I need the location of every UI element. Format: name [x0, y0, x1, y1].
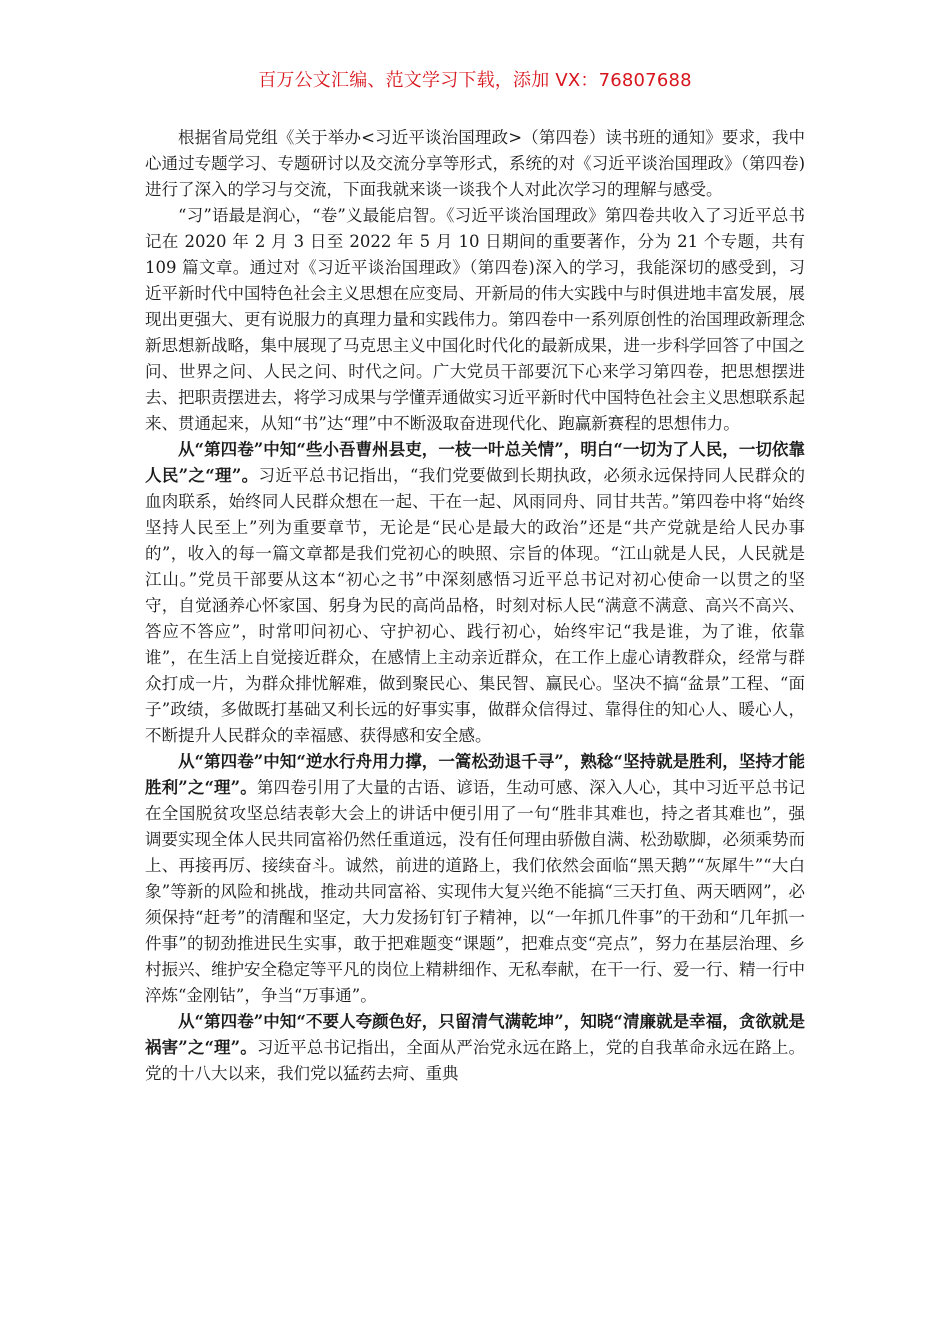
paragraph-persistence — [145, 749, 805, 1009]
paragraph-people-first — [145, 437, 805, 749]
paragraph-text: 根据省局党组《关于举办<习近平谈治国理政>（第四卷）读书班的通知》要求，我中心通过专题学习、专题研讨以及交流分享等形式，系统的对《习近平谈治国理政》（第四卷)进行了深入的学习与交流，下面我就来谈一谈我个人对此次学习的理解与感受。 — [145, 128, 805, 199]
paragraph-overview — [145, 203, 805, 437]
paragraph-lead: 从“第四卷”中知“些小吾曹州县吏，一枝一叶总关情”，明白“一切为了人民，一切依靠人民”之“理”。 — [145, 440, 805, 485]
watermark-banner: 百万公文汇编、范文学习下载，添加 VX：76807688 — [258, 70, 692, 91]
paragraph-lead: 从“第四卷”中知“不要人夸颜色好，只留清气满乾坤”，知晓“清廉就是幸福，贪欲就是祸害”之“理”。 — [145, 1012, 805, 1057]
paragraph-text: 习近平总书记指出，“我们党要做到长期执政，必须永远保持同人民群众的血肉联系，始终同人民群众想在一起、干在一起、风雨同舟、同甘共苦。”第四卷中将“始终坚持人民至上”列为重要章节，无论是“民心是最大的政治”还是“共产党就是给人民办事的”，收入的每一篇文章都是我们党初心的映照、宗旨的体现。“江山就是人民，人民就是江山。”党员干部要从这本“初心之书”中深刻感悟习近平总书记对初心使命一以贯之的坚守，自觉涵养心怀家国、躬身为民的高尚品格，时刻对标人民“满意不满意、高兴不高兴、答应不答应”，时常叩问初心、守护初心、践行初心，始终牢记“我是谁，为了谁，依靠谁”，在生活上自觉接近群众，在感情上主动亲近群众，在工作上虚心请教群众，经常与群众打成一片，为群众排忧解难，做到聚民心、集民智、赢民心。坚决不搞“盆景”工程、“面子”政绩，多做既打基础又利长远的好事实事，做群众信得过、靠得住的知心人、暖心人，不断提升人民群众的幸福感、获得感和安全感。 — [145, 466, 805, 745]
paragraph-integrity — [145, 1009, 805, 1087]
paragraph-intro — [145, 125, 805, 203]
paragraph-text: 第四卷引用了大量的古语、谚语，生动可感、深入人心，其中习近平总书记在全国脱贫攻坚总结表彰大会上的讲话中便引用了一句“胜非其难也，持之者其难也”，强调要实现全体人民共同富裕仍然任重道远，没有任何理由骄傲自满、松劲歇脚，必须乘势而上、再接再厉、接续奋斗。诚然，前进的道路上，我们依然会面临“黑天鹅”“灰犀牛”“大白象”等新的风险和挑战，推动共同富裕、实现伟大复兴绝不能搞“三天打鱼、两天晒网”，必须保持“赶考”的清醒和坚定，大力发扬钉钉子精神，以“一年抓几件事”的干劲和“几年抓一件事”的韧劲推进民生实事，敢于把难题变“课题”，把难点变“亮点”，努力在基层治理、乡村振兴、维护安全稳定等平凡的岗位上精耕细作、无私奉献，在干一行、爱一行、精一行中淬炼“金刚钻”，争当“万事通”。 — [145, 778, 806, 1005]
paragraph-text: 习近平总书记指出，全面从严治党永远在路上，党的自我革命永远在路上。党的十八大以来，我们党以猛药去疴、重典 — [145, 1038, 806, 1083]
paragraph-lead: 从“第四卷”中知“逆水行舟用力撑，一篙松劲退千寻”，熟稔“坚持就是胜利，坚持才能胜利”之“理”。 — [145, 752, 805, 797]
article-body — [145, 125, 805, 1087]
paragraph-text: “习”语最是润心，“卷”义最能启智。《习近平谈治国理政》第四卷共收入了习近平总书记在 2020 年 2 月 3 日至 2022 年 5 月 10 日期间的重要著作，分为 21 个专题，共有 109 篇文章。通过对《习近平谈治国理政》（第四卷)深入的学习，我能深切的感受到，习近平新时代中国特色社会主义思想在应变局、开新局的伟大实践中与时俱进地丰富发展，展现出更强大、更有说服力的真理力量和实践伟力。第四卷中一系列原创性的治国理政新理念新思想新战略，集中展现了马克思主义中国化时代化的最新成果，进一步科学回答了中国之问、世界之问、人民之问、时代之问。广大党员干部要沉下心来学习第四卷，把思想摆进去、把职责摆进去，将学习成果与学懂弄通做实习近平新时代中国特色社会主义思想联系起来、贯通起来，从知“书”达“理”中不断汲取奋进现代化、跑赢新赛程的思想伟力。 — [145, 206, 805, 433]
